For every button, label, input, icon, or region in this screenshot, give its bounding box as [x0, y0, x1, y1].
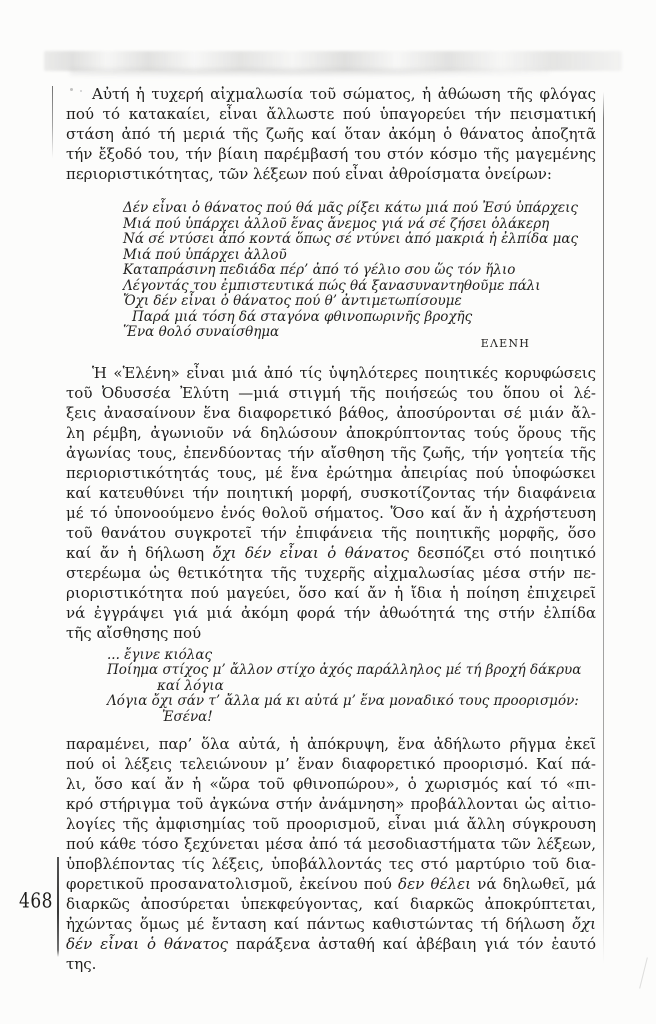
text-segment: ... ἔγινε κιόλας — [107, 646, 213, 663]
text-segment: πού τό κατακαίει, εἶναι ἄλλωστε πού ὑπαγορεύει τήν πεισματική — [66, 105, 596, 123]
poem-quote-1 — [66, 201, 596, 341]
text-segment: ξεις ἀνασαίνουν ἕνα διαφορετικό βάθος, ἀποσύρονται σέ μιάν ἄλ- — [66, 403, 596, 422]
emphasized-text: ὄχι δέν εἶναι ὁ θάνατος — [212, 543, 409, 562]
text-segment: Παρά μιά τόση δά σταγόνα φθινοπωρινῆς βροχῆς — [132, 308, 473, 325]
text-column — [66, 84, 596, 974]
text-line — [66, 543, 596, 563]
text-segment: τοῦ Ὀδυσσέα Ἐλύτη —μιά στιγμή τῆς ποιήσεώς του ὅπου οἱ λέ- — [66, 383, 596, 402]
text-segment: της. — [66, 955, 97, 973]
text-segment: παραμένει, παρ’ ὅλα αὐτά, ἡ ἀπόκρυψη, ἕνα ἀδήλωτο ρῆγμα ἐκεῖ — [66, 735, 596, 753]
text-segment: Λέγοντάς του ἐμπιστευτικά πώς θά ξανασυναντηθοῦμε πάλι — [123, 277, 541, 294]
scan-artifact-page-edge-left — [52, 86, 53, 158]
text-line — [66, 874, 596, 894]
text-segment: δεσπόζει στό ποιητικό — [408, 543, 596, 562]
text-line — [66, 483, 596, 503]
text-line — [66, 834, 596, 854]
text-line — [66, 403, 596, 423]
text-segment: στερέωμα ὡς θετικότητα τῆς τυχερῆς αἰχμαλωσίας μέσα στήν πε- — [66, 563, 596, 582]
text-line — [66, 124, 596, 144]
text-segment: Αὐτή ἡ τυχερή αἰχμαλωσία τοῦ σώματος, ἡ ἀθώωση τῆς φλόγας — [92, 85, 596, 103]
text-segment: καί ἄν ἡ δήλωση — [66, 543, 213, 562]
text-segment: κρό στήριγμα τοῦ ἀγκώνα στήν ἀνάμνηση» προβάλλονται ὡς αἰτιο- — [66, 795, 596, 813]
text-segment: παράξενα ἀσταθή καί ἀβέβαιη γιά τόν ἑαυτό — [228, 935, 596, 953]
text-segment: τοῦ θανάτου συγκροτεῖ τήν ἐπιφάνεια τῆς ποιητικῆς μορφῆς, ὅσο — [66, 523, 596, 542]
text-segment: Μιά πού ὑπάρχει ἀλλοῦ ἕνας ἄνεμος γιά νά σέ ζήσει ὁλάκερη — [123, 215, 550, 232]
text-line — [123, 279, 596, 295]
text-line — [66, 463, 596, 483]
scan-artifact-corner-mark — [639, 957, 648, 988]
text-segment: ἀγωνίας τους, ἐπενδύοντας τήν αἴσθηση τῆς ζωῆς, τήν γοητεία τῆς — [66, 443, 596, 462]
text-line — [107, 694, 596, 710]
paragraph-3 — [66, 734, 596, 974]
text-segment: στάση ἀπό τή μεριά τῆς ζωῆς καί ὅταν ἀκόμη ὁ θάνατος ἀποζητᾶ — [66, 125, 596, 143]
text-line — [123, 248, 596, 264]
text-line — [107, 679, 596, 695]
text-line — [123, 310, 596, 326]
text-line — [66, 734, 596, 754]
text-line — [66, 914, 596, 934]
text-line — [123, 263, 596, 279]
text-segment: Λόγια ὄχι σάν τ’ ἄλλα μά κι αὐτά μ’ ἕνα μοναδικό τους προορισμόν: — [107, 693, 579, 709]
text-line — [66, 603, 596, 623]
text-line — [123, 294, 596, 310]
text-segment: Καταπράσινη πεδιάδα πέρ’ ἀπό τό γέλιο σου ὥς τόν ἥλιο — [123, 262, 516, 278]
text-line — [66, 854, 596, 874]
text-line — [123, 201, 596, 217]
text-line — [66, 754, 596, 774]
text-line — [66, 563, 596, 583]
text-segment: Ποίημα στίχος μ’ ἄλλον στίχο ἀχός παράλληλος μέ τή βροχή δάκρυα — [107, 662, 582, 678]
poem-quote-2 — [66, 648, 596, 726]
emphasized-text: ὄχι — [571, 915, 596, 933]
text-segment: ὑποβλέποντας τίς λέξεις, ὑποβάλλοντάς τες στό μαρτύριο τοῦ δια- — [66, 855, 596, 873]
text-line — [66, 383, 596, 403]
page-number-rule — [57, 857, 59, 957]
paragraph-2 — [66, 363, 596, 643]
text-line — [66, 503, 596, 523]
text-segment: μέ τό ὑπονοούμενο ἑνός θολοῦ σήματος. Ὅσο καί ἄν ἡ ἀχρήστευση — [66, 503, 596, 522]
text-segment: διαρκῶς ἀποσύρεται ὑπεκφεύγοντας, καί διαρκῶς ἀποκρύπτεται, — [66, 895, 596, 913]
text-segment: ριοριστικότητα πού μαγεύει, ὅσο καί ἄν ἡ ἴδια ἡ ποίηση ἐπιχειρεῖ — [66, 583, 596, 602]
text-line — [123, 232, 596, 248]
text-segment: πού οἱ λέξεις τελειώνουν μ’ ἕναν διαφορετικό προορισμό. Καί πά- — [66, 755, 596, 773]
text-segment: νά ἐγγράψει γιά μιά ἀκόμη φορά τήν ἀθωότητά της στήν ἐλπίδα — [66, 603, 596, 622]
emphasized-text: δεν θέλει — [398, 875, 471, 893]
text-line — [66, 84, 596, 104]
scan-artifact-page-edge-right — [603, 92, 604, 964]
text-line — [66, 104, 596, 124]
text-line — [66, 423, 596, 443]
text-segment: φορετικοῦ προσανατολισμοῦ, ἐκείνου πού — [66, 875, 399, 893]
text-line — [66, 774, 596, 794]
text-line — [66, 623, 596, 643]
text-segment: Ἡ «Ἑλένη» εἶναι μιά ἀπό τίς ὑψηλότερες ποιητικές κορυφώσεις — [92, 363, 596, 382]
text-line — [66, 583, 596, 603]
text-segment: Ἕνα θολό συναίσθημα — [123, 324, 280, 340]
text-segment: λογίες τῆς ἀμφισημίας τοῦ προορισμοῦ, εἶναι μιά ἄλλη σύγκρουση — [66, 815, 596, 833]
text-segment: τῆς αἴσθησης πού — [66, 623, 202, 642]
text-segment: ἠχώντας ὅμως μέ ἔνταση καί πάντως καθιστώντας τή δήλωση — [66, 915, 572, 933]
text-segment: Δέν εἶναι ὁ θάνατος πού θά μᾶς ρίξει κάτω μιά πού Ἐσύ ὑπάρχεις — [123, 200, 578, 216]
text-segment: Ἐσένα! — [162, 708, 213, 725]
scan-artifact-blotch — [70, 66, 550, 78]
text-line — [66, 363, 596, 383]
text-line — [66, 144, 596, 164]
text-segment: λη ρέμβη, ἀγωνιοῦν νά δηλώσουν ἀποκρύπτοντας τούς ὅρους τῆς — [66, 423, 596, 442]
text-line — [66, 794, 596, 814]
text-line — [66, 164, 596, 184]
poem-attribution: ΕΛΕΝΗ — [480, 336, 530, 350]
text-segment: λι, ὅσο καί ἄν ἡ «ὥρα τοῦ φθινοπώρου», ὁ χωρισμός καί τό «πι- — [66, 775, 596, 793]
text-segment: νά δηλωθεῖ, μά — [471, 875, 596, 893]
text-segment: τήν ἔξοδό του, τήν βίαιη παρέμβασή του στόν κόσμο τῆς μαγεμένης — [66, 145, 596, 163]
paragraph-1 — [66, 84, 596, 184]
text-segment: περιοριστικότητας, τῶν λέξεων πού εἶναι ἀθροίσματα ὀνείρων: — [66, 165, 552, 183]
text-segment: περιοριστικότητάς τους, μέ ἕνα ἐρώτημα ἀπειρίας πού ὑποφώσκει — [66, 463, 596, 482]
text-segment: πού κάθε τόσο ξεχύνεται μέσα ἀπό τά μεσοδιαστήματα τῶν λέξεων, — [66, 835, 596, 853]
text-segment: Νά σέ ντύσει ἀπό κοντά ὅπως σέ ντύνει ἀπό μακριά ἡ ἐλπίδα μας — [123, 231, 579, 247]
text-line — [66, 934, 596, 954]
text-segment: καί λόγια — [157, 677, 224, 694]
text-segment: Ὄχι δέν εἶναι ὁ θάνατος πού θ’ ἀντιμετωπίσουμε — [123, 293, 462, 309]
text-line — [107, 710, 596, 726]
text-line — [123, 217, 596, 233]
text-line — [66, 894, 596, 914]
page-number: 468 — [19, 889, 53, 914]
text-line — [66, 954, 596, 974]
text-line — [107, 648, 596, 664]
text-segment: Μιά πού ὑπάρχει ἀλλοῦ — [123, 246, 287, 263]
text-line — [66, 443, 596, 463]
text-line — [66, 814, 596, 834]
emphasized-text: δέν εἶναι ὁ θάνατος — [66, 935, 229, 953]
text-line — [66, 523, 596, 543]
text-line — [107, 663, 596, 679]
text-segment: καί κατευθύνει τήν ποιητική μορφή, συσκοτίζοντας τήν διαφάνεια — [66, 483, 596, 502]
